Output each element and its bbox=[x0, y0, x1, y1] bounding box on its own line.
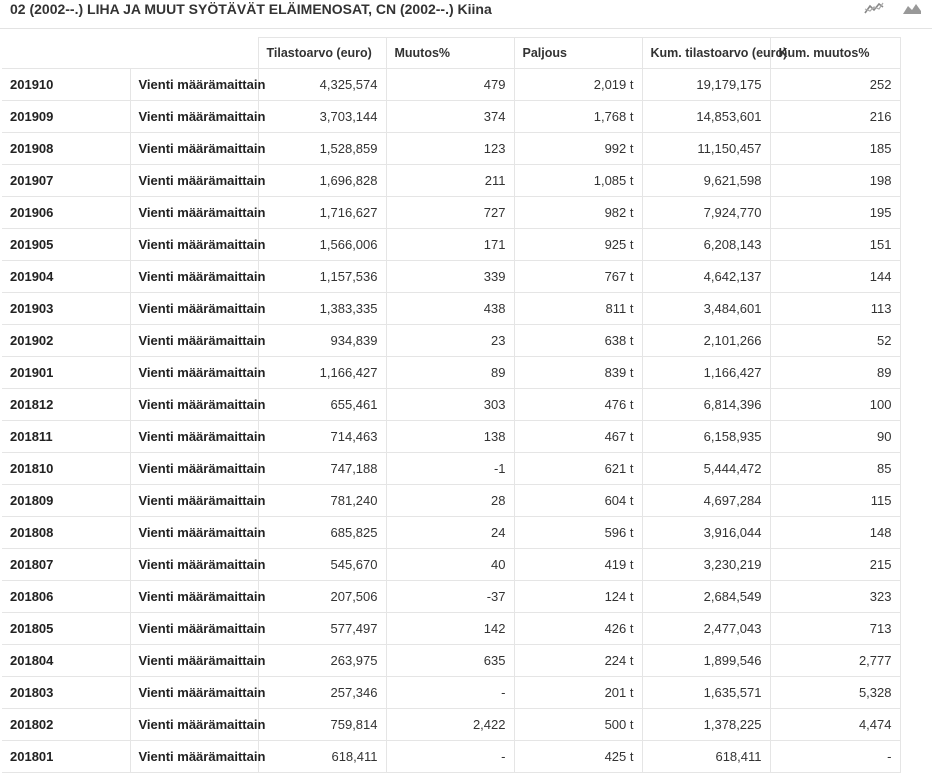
paljous-cell: 224 t bbox=[514, 645, 642, 677]
kum-muutos-cell: 115 bbox=[770, 485, 900, 517]
table-row bbox=[2, 229, 900, 261]
paljous-cell: 201 t bbox=[514, 677, 642, 709]
muutos-cell: 303 bbox=[386, 389, 514, 421]
period-cell: 201907 bbox=[2, 165, 130, 197]
period-cell: 201802 bbox=[2, 709, 130, 741]
flow-cell: Vienti määrämaittain bbox=[130, 709, 258, 741]
table-row bbox=[2, 293, 900, 325]
tilastoarvo-cell: 618,411 bbox=[258, 741, 386, 773]
flow-cell: Vienti määrämaittain bbox=[130, 389, 258, 421]
flow-cell: Vienti määrämaittain bbox=[130, 293, 258, 325]
kum-muutos-cell: 185 bbox=[770, 133, 900, 165]
paljous-cell: 992 t bbox=[514, 133, 642, 165]
kum-muutos-cell: 216 bbox=[770, 101, 900, 133]
muutos-cell: 479 bbox=[386, 69, 514, 101]
period-cell: 201812 bbox=[2, 389, 130, 421]
muutos-cell: 211 bbox=[386, 165, 514, 197]
tilastoarvo-cell: 1,716,627 bbox=[258, 197, 386, 229]
muutos-cell: - bbox=[386, 677, 514, 709]
paljous-cell: 638 t bbox=[514, 325, 642, 357]
muutos-cell: 89 bbox=[386, 357, 514, 389]
flow-cell: Vienti määrämaittain bbox=[130, 677, 258, 709]
table-row bbox=[2, 261, 900, 293]
kum-tilastoarvo-cell: 1,899,546 bbox=[642, 645, 770, 677]
tilastoarvo-cell: 1,566,006 bbox=[258, 229, 386, 261]
tilastoarvo-cell: 685,825 bbox=[258, 517, 386, 549]
tilastoarvo-cell: 263,975 bbox=[258, 645, 386, 677]
muutos-cell: - bbox=[386, 741, 514, 773]
period-cell: 201811 bbox=[2, 421, 130, 453]
tilastoarvo-cell: 934,839 bbox=[258, 325, 386, 357]
page-title: 02 (2002--.) LIHA JA MUUT SYÖTÄVÄT ELÄIMENOSAT, CN (2002--.) Kiina bbox=[10, 1, 492, 17]
period-cell: 201906 bbox=[2, 197, 130, 229]
table-row bbox=[2, 101, 900, 133]
kum-tilastoarvo-cell: 4,697,284 bbox=[642, 485, 770, 517]
header-paljous[interactable]: Paljous bbox=[514, 38, 642, 69]
tilastoarvo-cell: 545,670 bbox=[258, 549, 386, 581]
paljous-cell: 467 t bbox=[514, 421, 642, 453]
table-row bbox=[2, 741, 900, 773]
paljous-cell: 1,768 t bbox=[514, 101, 642, 133]
tilastoarvo-cell: 207,506 bbox=[258, 581, 386, 613]
flow-cell: Vienti määrämaittain bbox=[130, 421, 258, 453]
muutos-cell: -37 bbox=[386, 581, 514, 613]
table-row bbox=[2, 357, 900, 389]
kum-muutos-cell: 90 bbox=[770, 421, 900, 453]
flow-cell: Vienti määrämaittain bbox=[130, 133, 258, 165]
paljous-cell: 982 t bbox=[514, 197, 642, 229]
table-row bbox=[2, 517, 900, 549]
period-cell: 201801 bbox=[2, 741, 130, 773]
kum-muutos-cell: 323 bbox=[770, 581, 900, 613]
kum-tilastoarvo-cell: 2,101,266 bbox=[642, 325, 770, 357]
flow-cell: Vienti määrämaittain bbox=[130, 517, 258, 549]
tilastoarvo-cell: 577,497 bbox=[258, 613, 386, 645]
header-kum-muutos[interactable]: Kum. muutos% bbox=[770, 38, 900, 69]
chart-type-toolbar bbox=[864, 0, 922, 16]
tilastoarvo-cell: 1,383,335 bbox=[258, 293, 386, 325]
header-tilastoarvo[interactable]: Tilastoarvo (euro) bbox=[258, 38, 386, 69]
kum-tilastoarvo-cell: 1,378,225 bbox=[642, 709, 770, 741]
kum-muutos-cell: 195 bbox=[770, 197, 900, 229]
tilastoarvo-cell: 4,325,574 bbox=[258, 69, 386, 101]
kum-tilastoarvo-cell: 3,916,044 bbox=[642, 517, 770, 549]
tilastoarvo-cell: 1,528,859 bbox=[258, 133, 386, 165]
muutos-cell: -1 bbox=[386, 453, 514, 485]
muutos-cell: 24 bbox=[386, 517, 514, 549]
paljous-cell: 426 t bbox=[514, 613, 642, 645]
line-chart-icon[interactable] bbox=[864, 1, 884, 15]
paljous-cell: 425 t bbox=[514, 741, 642, 773]
kum-tilastoarvo-cell: 1,635,571 bbox=[642, 677, 770, 709]
period-cell: 201905 bbox=[2, 229, 130, 261]
table-row bbox=[2, 549, 900, 581]
paljous-cell: 419 t bbox=[514, 549, 642, 581]
kum-muutos-cell: 215 bbox=[770, 549, 900, 581]
paljous-cell: 1,085 t bbox=[514, 165, 642, 197]
muutos-cell: 727 bbox=[386, 197, 514, 229]
flow-cell: Vienti määrämaittain bbox=[130, 357, 258, 389]
flow-cell: Vienti määrämaittain bbox=[130, 645, 258, 677]
kum-muutos-cell: 713 bbox=[770, 613, 900, 645]
paljous-cell: 596 t bbox=[514, 517, 642, 549]
table-row bbox=[2, 581, 900, 613]
table-row bbox=[2, 69, 900, 101]
tilastoarvo-cell: 781,240 bbox=[258, 485, 386, 517]
period-cell: 201807 bbox=[2, 549, 130, 581]
flow-cell: Vienti määrämaittain bbox=[130, 453, 258, 485]
period-cell: 201909 bbox=[2, 101, 130, 133]
kum-tilastoarvo-cell: 3,230,219 bbox=[642, 549, 770, 581]
paljous-cell: 2,019 t bbox=[514, 69, 642, 101]
table-row bbox=[2, 421, 900, 453]
muutos-cell: 171 bbox=[386, 229, 514, 261]
kum-tilastoarvo-cell: 6,208,143 bbox=[642, 229, 770, 261]
flow-cell: Vienti määrämaittain bbox=[130, 485, 258, 517]
tilastoarvo-cell: 759,814 bbox=[258, 709, 386, 741]
table-row bbox=[2, 645, 900, 677]
muutos-cell: 339 bbox=[386, 261, 514, 293]
period-cell: 201903 bbox=[2, 293, 130, 325]
kum-tilastoarvo-cell: 6,814,396 bbox=[642, 389, 770, 421]
tilastoarvo-cell: 714,463 bbox=[258, 421, 386, 453]
period-cell: 201910 bbox=[2, 69, 130, 101]
table-row bbox=[2, 453, 900, 485]
kum-tilastoarvo-cell: 1,166,427 bbox=[642, 357, 770, 389]
paljous-cell: 476 t bbox=[514, 389, 642, 421]
header-muutos[interactable]: Muutos% bbox=[386, 38, 514, 69]
kum-tilastoarvo-cell: 6,158,935 bbox=[642, 421, 770, 453]
table-row bbox=[2, 677, 900, 709]
flow-cell: Vienti määrämaittain bbox=[130, 581, 258, 613]
kum-tilastoarvo-cell: 19,179,175 bbox=[642, 69, 770, 101]
data-table bbox=[2, 37, 901, 773]
muutos-cell: 138 bbox=[386, 421, 514, 453]
kum-tilastoarvo-cell: 11,150,457 bbox=[642, 133, 770, 165]
page-header bbox=[0, 0, 932, 29]
tilastoarvo-cell: 1,157,536 bbox=[258, 261, 386, 293]
period-cell: 201901 bbox=[2, 357, 130, 389]
table-row bbox=[2, 389, 900, 421]
muutos-cell: 2,422 bbox=[386, 709, 514, 741]
flow-cell: Vienti määrämaittain bbox=[130, 549, 258, 581]
kum-muutos-cell: 5,328 bbox=[770, 677, 900, 709]
paljous-cell: 500 t bbox=[514, 709, 642, 741]
kum-muutos-cell: 89 bbox=[770, 357, 900, 389]
flow-cell: Vienti määrämaittain bbox=[130, 197, 258, 229]
area-chart-icon[interactable] bbox=[902, 1, 922, 15]
period-cell: 201904 bbox=[2, 261, 130, 293]
period-cell: 201803 bbox=[2, 677, 130, 709]
muutos-cell: 40 bbox=[386, 549, 514, 581]
paljous-cell: 839 t bbox=[514, 357, 642, 389]
flow-cell: Vienti määrämaittain bbox=[130, 165, 258, 197]
kum-muutos-cell: 113 bbox=[770, 293, 900, 325]
flow-cell: Vienti määrämaittain bbox=[130, 229, 258, 261]
kum-muutos-cell: 2,777 bbox=[770, 645, 900, 677]
kum-tilastoarvo-cell: 7,924,770 bbox=[642, 197, 770, 229]
kum-muutos-cell: 85 bbox=[770, 453, 900, 485]
paljous-cell: 925 t bbox=[514, 229, 642, 261]
kum-muutos-cell: 148 bbox=[770, 517, 900, 549]
kum-muutos-cell: 252 bbox=[770, 69, 900, 101]
period-cell: 201809 bbox=[2, 485, 130, 517]
muutos-cell: 23 bbox=[386, 325, 514, 357]
kum-muutos-cell: - bbox=[770, 741, 900, 773]
tilastoarvo-cell: 257,346 bbox=[258, 677, 386, 709]
paljous-cell: 621 t bbox=[514, 453, 642, 485]
table-row bbox=[2, 133, 900, 165]
table-row bbox=[2, 197, 900, 229]
kum-muutos-cell: 151 bbox=[770, 229, 900, 261]
tilastoarvo-cell: 1,696,828 bbox=[258, 165, 386, 197]
flow-cell: Vienti määrämaittain bbox=[130, 69, 258, 101]
flow-cell: Vienti määrämaittain bbox=[130, 613, 258, 645]
tilastoarvo-cell: 655,461 bbox=[258, 389, 386, 421]
period-cell: 201806 bbox=[2, 581, 130, 613]
kum-tilastoarvo-cell: 2,684,549 bbox=[642, 581, 770, 613]
kum-tilastoarvo-cell: 2,477,043 bbox=[642, 613, 770, 645]
period-cell: 201805 bbox=[2, 613, 130, 645]
muutos-cell: 123 bbox=[386, 133, 514, 165]
table-row bbox=[2, 485, 900, 517]
header-flow-blank bbox=[130, 38, 258, 69]
period-cell: 201810 bbox=[2, 453, 130, 485]
flow-cell: Vienti määrämaittain bbox=[130, 101, 258, 133]
kum-muutos-cell: 52 bbox=[770, 325, 900, 357]
muutos-cell: 28 bbox=[386, 485, 514, 517]
kum-tilastoarvo-cell: 5,444,472 bbox=[642, 453, 770, 485]
table-row bbox=[2, 709, 900, 741]
tilastoarvo-cell: 1,166,427 bbox=[258, 357, 386, 389]
table-row bbox=[2, 325, 900, 357]
table-row bbox=[2, 165, 900, 197]
paljous-cell: 767 t bbox=[514, 261, 642, 293]
period-cell: 201902 bbox=[2, 325, 130, 357]
tilastoarvo-cell: 3,703,144 bbox=[258, 101, 386, 133]
kum-tilastoarvo-cell: 9,621,598 bbox=[642, 165, 770, 197]
paljous-cell: 124 t bbox=[514, 581, 642, 613]
kum-muutos-cell: 4,474 bbox=[770, 709, 900, 741]
kum-muutos-cell: 144 bbox=[770, 261, 900, 293]
kum-muutos-cell: 100 bbox=[770, 389, 900, 421]
flow-cell: Vienti määrämaittain bbox=[130, 741, 258, 773]
period-cell: 201808 bbox=[2, 517, 130, 549]
kum-tilastoarvo-cell: 14,853,601 bbox=[642, 101, 770, 133]
muutos-cell: 142 bbox=[386, 613, 514, 645]
paljous-cell: 604 t bbox=[514, 485, 642, 517]
kum-tilastoarvo-cell: 3,484,601 bbox=[642, 293, 770, 325]
period-cell: 201804 bbox=[2, 645, 130, 677]
kum-tilastoarvo-cell: 4,642,137 bbox=[642, 261, 770, 293]
muutos-cell: 374 bbox=[386, 101, 514, 133]
muutos-cell: 635 bbox=[386, 645, 514, 677]
flow-cell: Vienti määrämaittain bbox=[130, 325, 258, 357]
kum-muutos-cell: 198 bbox=[770, 165, 900, 197]
kum-tilastoarvo-cell: 618,411 bbox=[642, 741, 770, 773]
table-header-row bbox=[2, 38, 900, 69]
header-kum-tilastoarvo[interactable]: Kum. tilastoarvo (euro) bbox=[642, 38, 770, 69]
period-cell: 201908 bbox=[2, 133, 130, 165]
table-row bbox=[2, 613, 900, 645]
muutos-cell: 438 bbox=[386, 293, 514, 325]
tilastoarvo-cell: 747,188 bbox=[258, 453, 386, 485]
flow-cell: Vienti määrämaittain bbox=[130, 261, 258, 293]
header-period-blank bbox=[2, 38, 130, 69]
paljous-cell: 811 t bbox=[514, 293, 642, 325]
